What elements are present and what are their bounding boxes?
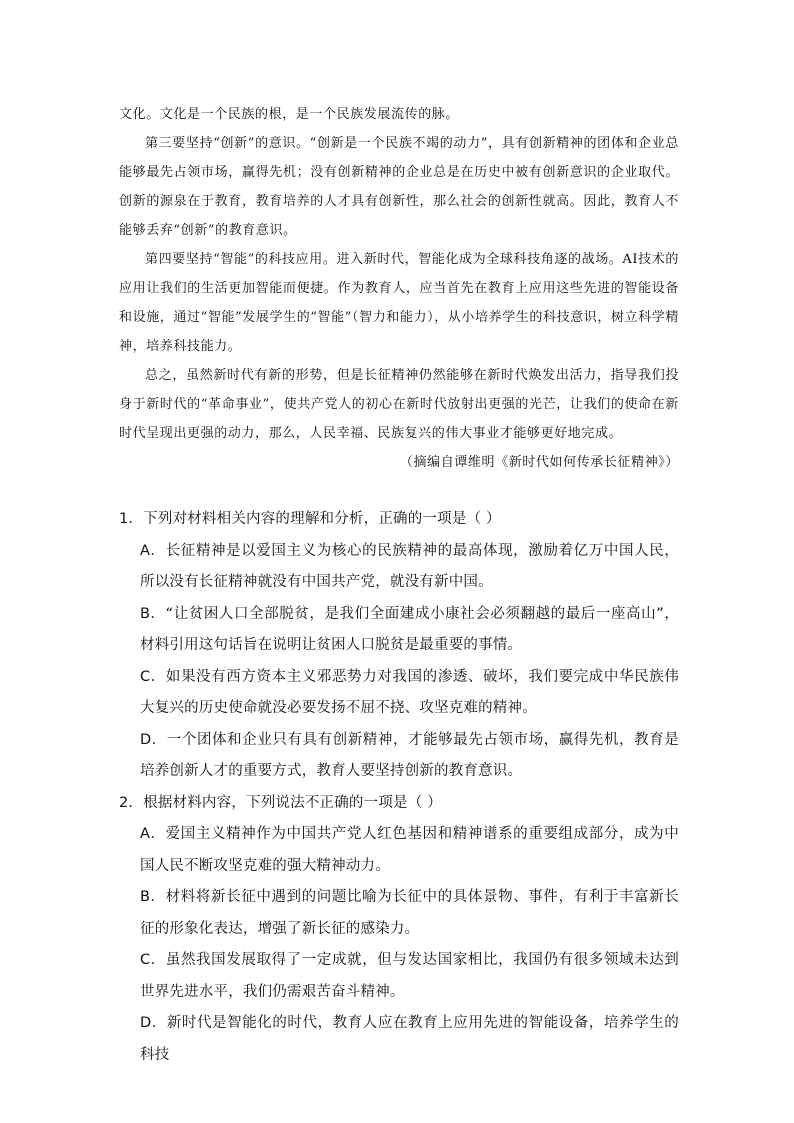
question-1-option-d: D．一个团体和企业只有具有创新精神，才能够最先占领市场，赢得先机，教育是培养创新人才的重要方式，教育人要坚持创新的教育意识。 bbox=[140, 731, 679, 779]
passage-paragraph-3: 第四要坚持“智能”的科技应用。进入新时代，智能化成为全球科技角逐的战场。AI技术的应用让我们的生活更加智能而便捷。作为教育人，应当首先在教育上应用这些先进的智能设备和设施，通过“智能”发展学生的“智能”（智力和能力），从小培养学生的科技意识，树立科学精神，培养科技能力。 bbox=[119, 252, 679, 354]
question-2-stem: 2．根据材料内容，下列说法不正确的一项是（ ） bbox=[119, 794, 442, 811]
question-1-option-a: A．长征精神是以爱国主义为核心的民族精神的最高体现，激励着亿万中国人民，所以没有长征精神就没有中国共产党，就没有新中国。 bbox=[140, 542, 679, 590]
passage-attribution: （摘编自谭维明《新时代如何传承长征精神》） bbox=[399, 455, 679, 470]
question-2-option-d: D．新时代是智能化的时代，教育人应在教育上应用先进的智能设备，培养学生的科技 bbox=[140, 1015, 679, 1063]
question-1-option-b: B．“让贫困人口全部脱贫，是我们全面建成小康社会必须翻越的最后一座高山”，材料引用这句话旨在说明让贫困人口脱贫是最重要的事情。 bbox=[140, 605, 679, 653]
passage-paragraph-1: 文化。文化是一个民族的根，是一个民族发展流传的脉。 bbox=[119, 107, 460, 122]
passage-paragraph-2: 第三要坚持“创新”的意识。“创新是一个民族不竭的动力”，具有创新精神的团体和企业总能够最先占领市场，赢得先机；没有创新精神的企业总是在历史中被有创新意识的企业取代。创新的源泉在于教育，教育培养的人才具有创新性，那么社会的创新性就高。因此，教育人不能够丢弃“创新”的教育意识。 bbox=[119, 136, 679, 238]
question-1-stem: 1．下列对材料相关内容的理解和分析，正确的一项是（ ） bbox=[119, 511, 501, 527]
question-2-option-c: C．虽然我国发展取得了一定成就，但与发达国家相比，我国仍有很多领域未达到世界先进水平，我们仍需艰苦奋斗精神。 bbox=[140, 952, 679, 1000]
reading-passage bbox=[119, 100, 679, 477]
passage-paragraph-4: 总之，虽然新时代有新的形势，但是长征精神仍然能够在新时代焕发出活力，指导我们投身于新时代的“革命事业”，使共产党人的初心在新时代放射出更强的光芒，让我们的使命在新时代呈现出更强的动力，那么，人民幸福、民族复兴的伟大事业才能够更好地完成。 bbox=[119, 368, 679, 441]
question-list bbox=[119, 504, 679, 1071]
question-2-option-b: B．材料将新长征中遇到的问题比喻为长征中的具体景物、事件，有利于丰富新长征的形象化表达，增强了新长征的感染力。 bbox=[140, 889, 679, 937]
question-1-option-c: C．如果没有西方资本主义邪恶势力对我国的渗透、破坏，我们要完成中华民族伟大复兴的历史使命就没必要发扬不屈不挠、攻坚克难的精神。 bbox=[140, 668, 679, 716]
question-2-option-a: A．爱国主义精神作为中国共产党人红色基因和精神谱系的重要组成部分，成为中国人民不断攻坚克难的强大精神动力。 bbox=[140, 826, 679, 874]
